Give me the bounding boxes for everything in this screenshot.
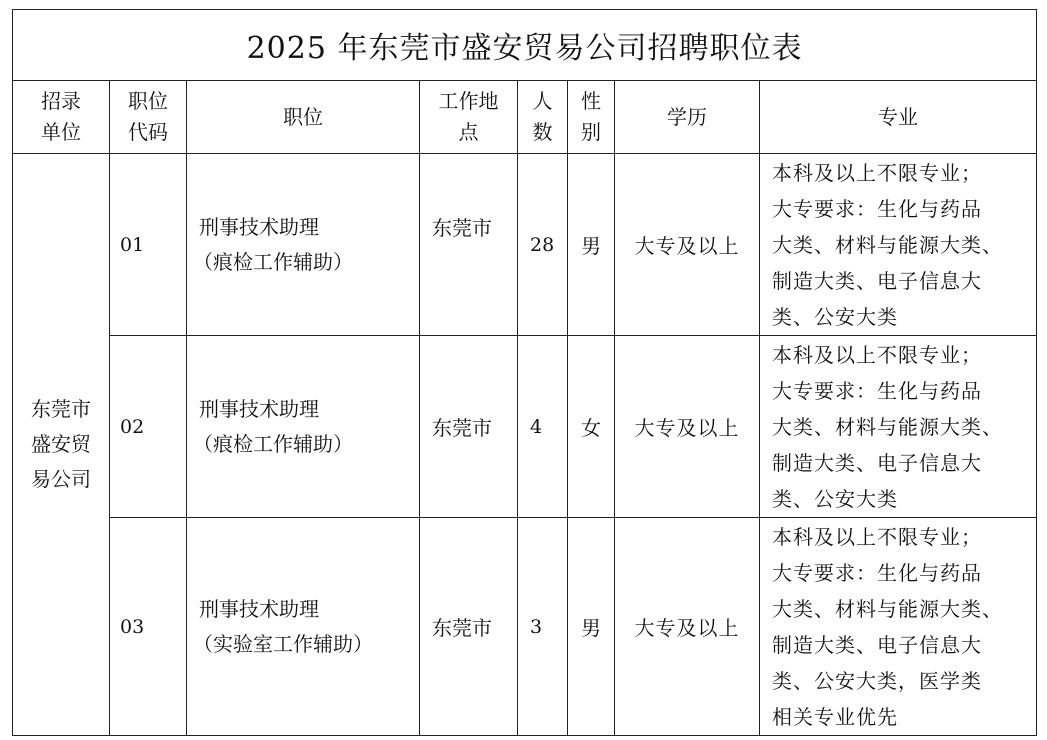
major-line: 制造大类、电子信息大 — [772, 269, 982, 293]
position-name-line: 刑事技术助理 — [199, 396, 319, 421]
position-code: 01 — [110, 154, 187, 336]
position-name-line: （痕检工作辅助） — [193, 249, 353, 274]
unit-name-line: 盛安贸 — [31, 432, 91, 456]
header-sex-line: 别 — [581, 120, 601, 144]
major-requirement — [760, 154, 1037, 336]
work-location: 东莞市 — [420, 154, 518, 336]
header-education: 学历 — [615, 81, 760, 154]
major-requirement — [760, 336, 1037, 518]
table-header-row — [13, 81, 1037, 154]
header-count-line: 人 — [532, 89, 553, 113]
major-line: 类、公安大类 — [772, 487, 898, 511]
page-title: 2025 年东莞市盛安贸易公司招聘职位表 — [13, 10, 1037, 81]
unit-name-line: 东莞市 — [31, 397, 91, 421]
education-requirement: 大专及以上 — [615, 336, 760, 518]
major-line: 大类、材料与能源大类、 — [772, 233, 1003, 257]
major-line: 本科及以上不限专业； — [772, 161, 982, 185]
position-name-line: （实验室工作辅助） — [193, 631, 373, 656]
position-name-line: （痕检工作辅助） — [193, 431, 353, 456]
headcount: 4 — [518, 336, 568, 518]
header-unit — [13, 81, 110, 154]
sex-requirement: 男 — [568, 518, 615, 736]
position-name — [187, 154, 420, 336]
header-count — [518, 81, 568, 154]
header-sex — [568, 81, 615, 154]
major-requirement — [760, 518, 1037, 736]
unit-name-cell — [13, 154, 110, 736]
major-line: 大类、材料与能源大类、 — [772, 415, 1003, 439]
major-line: 本科及以上不限专业； — [772, 525, 982, 549]
table-row — [13, 154, 1037, 336]
major-line: 大专要求：生化与药品 — [772, 561, 982, 585]
work-location: 东莞市 — [420, 518, 518, 736]
headcount: 28 — [518, 154, 568, 336]
table-row — [13, 518, 1037, 736]
table-row — [13, 336, 1037, 518]
work-location: 东莞市 — [420, 336, 518, 518]
education-requirement: 大专及以上 — [615, 518, 760, 736]
position-code: 02 — [110, 336, 187, 518]
header-sex-line: 性 — [581, 89, 601, 113]
major-line: 制造大类、电子信息大 — [772, 633, 982, 657]
major-line: 本科及以上不限专业； — [772, 343, 982, 367]
headcount: 3 — [518, 518, 568, 736]
recruitment-table — [12, 9, 1037, 736]
position-name-line: 刑事技术助理 — [199, 596, 319, 621]
position-code: 03 — [110, 518, 187, 736]
major-line: 大专要求：生化与药品 — [772, 379, 982, 403]
major-line: 大专要求：生化与药品 — [772, 197, 982, 221]
position-name — [187, 336, 420, 518]
sex-requirement: 男 — [568, 154, 615, 336]
position-name-line: 刑事技术助理 — [199, 214, 319, 239]
header-unit-line: 单位 — [41, 120, 81, 144]
education-requirement: 大专及以上 — [615, 154, 760, 336]
header-position: 职位 — [187, 81, 420, 154]
header-count-line: 数 — [532, 120, 553, 144]
position-name — [187, 518, 420, 736]
major-line: 类、公安大类 — [772, 305, 898, 329]
major-line: 制造大类、电子信息大 — [772, 451, 982, 475]
header-location-line: 工作地 — [438, 89, 499, 113]
header-unit-line: 招录 — [41, 89, 81, 113]
header-major: 专业 — [760, 81, 1037, 154]
header-location-line: 点 — [458, 120, 479, 144]
header-code — [110, 81, 187, 154]
major-line: 类、公安大类，医学类 — [772, 669, 982, 693]
unit-name-line: 易公司 — [31, 467, 91, 491]
header-code-line: 职位 — [128, 89, 168, 113]
header-location — [420, 81, 518, 154]
sex-requirement: 女 — [568, 336, 615, 518]
header-code-line: 代码 — [128, 120, 168, 144]
major-line: 大类、材料与能源大类、 — [772, 597, 1003, 621]
major-line: 相关专业优先 — [772, 705, 898, 729]
